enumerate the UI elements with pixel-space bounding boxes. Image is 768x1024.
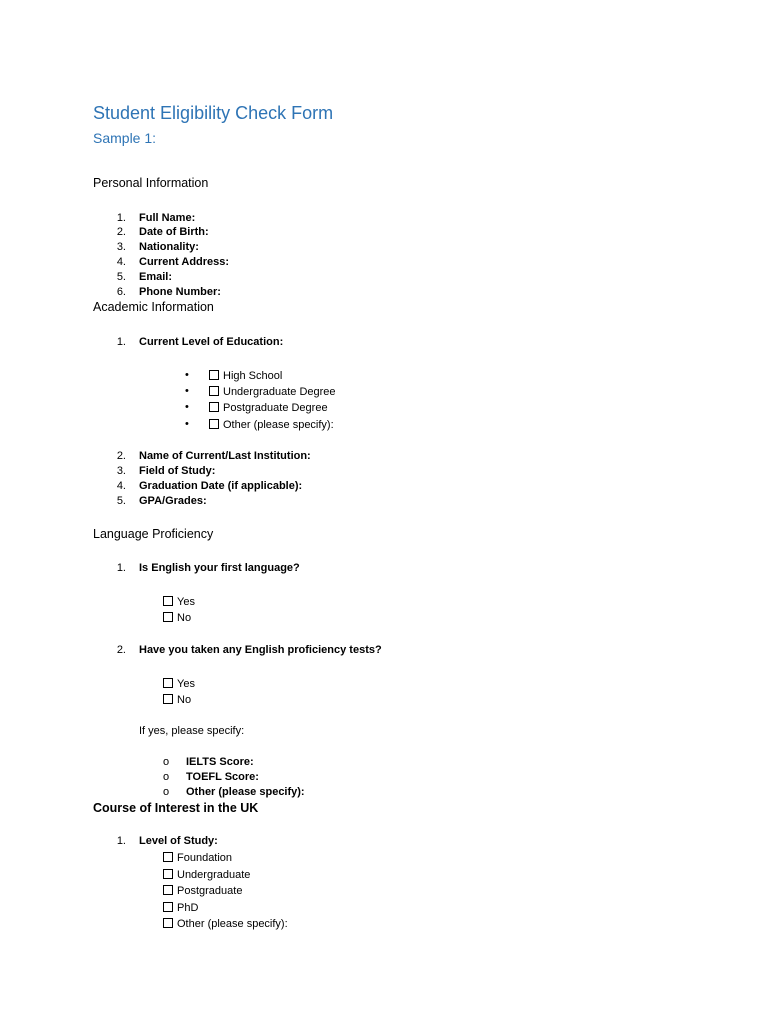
field-label-education-level: Current Level of Education: xyxy=(139,336,284,348)
field-label-toefl: TOEFL Score: xyxy=(186,771,259,783)
form-title: Student Eligibility Check Form xyxy=(93,103,334,123)
option-label: No xyxy=(177,694,192,706)
field-label-phone-number: Phone Number: xyxy=(139,286,221,298)
list-number: 1. xyxy=(116,336,126,348)
list-number: 4. xyxy=(116,480,126,492)
circle-bullet-glyph: o xyxy=(163,771,170,783)
option-other-education[interactable] xyxy=(209,419,334,431)
checkbox-icon[interactable] xyxy=(163,612,173,622)
checkbox-icon[interactable] xyxy=(163,596,173,606)
option-label: No xyxy=(177,612,192,624)
option-label: Postgraduate Degree xyxy=(223,402,328,414)
bullet-glyph: • xyxy=(185,418,189,430)
field-label-current-address: Current Address: xyxy=(139,256,230,268)
option-first-language-no[interactable] xyxy=(163,612,191,624)
field-label-full-name: Full Name: xyxy=(139,212,196,224)
checkbox-icon[interactable] xyxy=(163,885,173,895)
option-label: PhD xyxy=(177,902,199,914)
option-first-language-yes[interactable] xyxy=(163,596,195,608)
section-heading-academic: Academic Information xyxy=(93,300,214,314)
list-number: 5. xyxy=(116,495,126,507)
section-heading-language: Language Proficiency xyxy=(93,527,214,541)
circle-bullet-glyph: o xyxy=(163,756,170,768)
field-label-date-of-birth: Date of Birth: xyxy=(139,226,209,238)
option-label: Other (please specify): xyxy=(177,918,288,930)
checkbox-icon[interactable] xyxy=(163,918,173,928)
option-postgraduate[interactable] xyxy=(163,885,242,897)
list-number: 2. xyxy=(116,226,126,238)
field-label-nationality: Nationality: xyxy=(139,241,199,253)
checkbox-icon[interactable] xyxy=(209,402,219,412)
list-number: 3. xyxy=(116,241,126,253)
form-subtitle: Sample 1: xyxy=(93,130,157,146)
list-number: 6. xyxy=(116,286,126,298)
option-label: Other (please specify): xyxy=(223,419,334,431)
field-label-graduation-date: Graduation Date (if applicable): xyxy=(139,480,303,492)
checkbox-icon[interactable] xyxy=(209,419,219,429)
bullet-glyph: • xyxy=(185,369,189,381)
section-heading-course: Course of Interest in the UK xyxy=(93,801,259,815)
field-label-other-test: Other (please specify): xyxy=(186,786,305,798)
checkbox-icon[interactable] xyxy=(163,902,173,912)
checkbox-icon[interactable] xyxy=(209,386,219,396)
specify-prompt: If yes, please specify: xyxy=(139,725,245,737)
option-tests-yes[interactable] xyxy=(163,678,195,690)
option-label: Undergraduate xyxy=(177,869,251,881)
option-label: High School xyxy=(223,370,283,382)
list-number: 1. xyxy=(116,212,126,224)
checkbox-icon[interactable] xyxy=(163,678,173,688)
option-postgraduate-degree[interactable] xyxy=(209,402,328,414)
option-undergraduate[interactable] xyxy=(163,869,250,881)
list-number: 1. xyxy=(116,562,126,574)
field-label-field-of-study: Field of Study: xyxy=(139,465,216,477)
list-number: 2. xyxy=(116,644,126,656)
option-label: Postgraduate xyxy=(177,885,243,897)
field-label-ielts: IELTS Score: xyxy=(186,756,254,768)
checkbox-icon[interactable] xyxy=(163,694,173,704)
option-phd[interactable] xyxy=(163,902,198,914)
checkbox-icon[interactable] xyxy=(163,852,173,862)
section-heading-personal: Personal Information xyxy=(93,176,209,190)
option-label: Foundation xyxy=(177,852,233,864)
field-label-gpa: GPA/Grades: xyxy=(139,495,207,507)
option-undergraduate-degree[interactable] xyxy=(209,386,336,398)
list-number: 3. xyxy=(116,465,126,477)
list-number: 1. xyxy=(116,835,126,847)
option-label: Undergraduate Degree xyxy=(223,386,336,398)
field-label-institution: Name of Current/Last Institution: xyxy=(139,450,311,462)
bullet-glyph: • xyxy=(185,401,189,413)
bullet-glyph: • xyxy=(185,385,189,397)
field-label-level-of-study: Level of Study: xyxy=(139,835,218,847)
list-number: 4. xyxy=(116,256,126,268)
option-label: Yes xyxy=(177,678,195,690)
list-number: 2. xyxy=(116,450,126,462)
list-number: 5. xyxy=(116,271,126,283)
question-proficiency-tests: Have you taken any English proficiency tests? xyxy=(139,644,382,656)
question-first-language: Is English your first language? xyxy=(139,562,300,574)
option-high-school[interactable] xyxy=(209,370,282,382)
option-label: Yes xyxy=(177,596,195,608)
option-tests-no[interactable] xyxy=(163,694,191,706)
option-foundation[interactable] xyxy=(163,852,232,864)
circle-bullet-glyph: o xyxy=(163,786,170,798)
checkbox-icon[interactable] xyxy=(209,370,219,380)
option-other-course[interactable] xyxy=(163,918,288,930)
checkbox-icon[interactable] xyxy=(163,869,173,879)
field-label-email: Email: xyxy=(139,271,173,283)
